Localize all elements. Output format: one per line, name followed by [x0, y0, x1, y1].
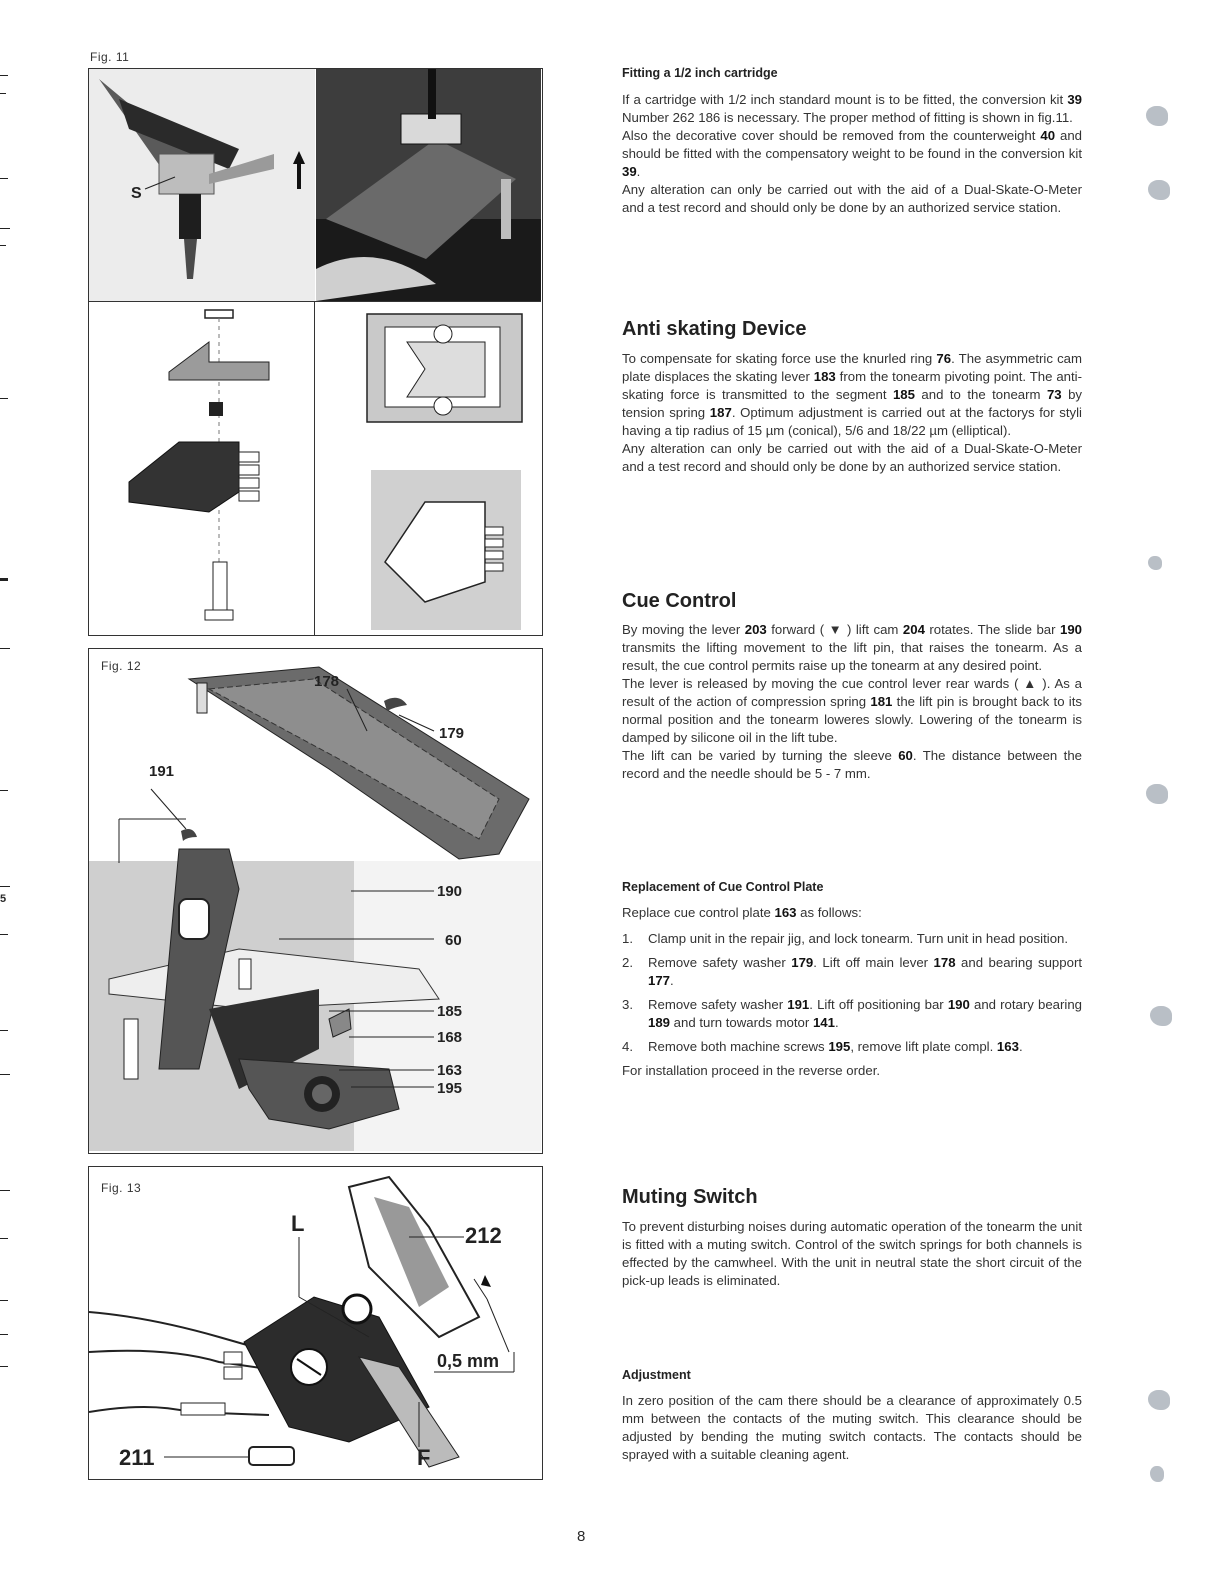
- bold-ref: 163: [996, 1039, 1019, 1054]
- fig11-photo-left: [89, 69, 315, 301]
- fig12-callout-168: 168: [437, 1029, 463, 1046]
- list-item: 1. Clamp unit in the repair jig, and lock tonearm. Turn unit in head position.: [622, 931, 1069, 946]
- fig12-callout-190: 190: [437, 883, 463, 900]
- fig11-exploded-illustration: [89, 302, 315, 636]
- bold-ref: 190: [1060, 622, 1083, 637]
- bold-ref: 191: [787, 997, 810, 1012]
- fig13-panel: [88, 1166, 543, 1480]
- binder-hole-mark: [1148, 556, 1162, 570]
- list-item: 4. Remove both machine screws 195, remove lift plate compl. 163.: [622, 1039, 1023, 1054]
- fig11-panel: [88, 68, 543, 636]
- bold-ref: 187: [709, 405, 732, 420]
- fig12-callout-60: 60: [445, 932, 462, 949]
- bold-ref: 39: [1067, 92, 1082, 107]
- binder-hole-mark: [1146, 106, 1168, 126]
- section-title: Cue Control: [622, 590, 737, 612]
- step-number: 3.: [622, 997, 633, 1012]
- bold-ref: 40: [1040, 128, 1056, 143]
- binder-hole-mark: [1148, 1390, 1170, 1410]
- section-body: To compensate for skating force use the knurled ring 76. The asymmetric cam plate displaces the skating lever 183 from the tonearm pivoting point. The anti-skating force is transmitted to the segment 185 and to the tonearm 73 by tension spring 187. Optimum adjustment is carried out at the factorys for styli having a tip radius of 15 µm (conical), 5/6 and 18/22 µm (elliptical). Any alteration can only be carried out with the aid of a Dual-Skate-O-Meter and a test record and should only be done by an authorized service station.: [622, 351, 1083, 474]
- list-item: 2. Remove safety washer 179. Lift off main lever 178 and bearing support 177.: [622, 955, 1082, 988]
- step-number: 1.: [622, 931, 633, 946]
- fig12-callout-185: 185: [437, 1003, 463, 1020]
- section-outro: For installation proceed in the reverse order.: [622, 1063, 881, 1078]
- section-cue-control: [622, 590, 1082, 783]
- section-muting-switch: [622, 1186, 1082, 1290]
- fig11-headshell-diagram: [315, 301, 541, 635]
- section-title: Adjustment: [622, 1368, 691, 1382]
- fig13-callout-l: L: [291, 1211, 305, 1236]
- section-title: Muting Switch: [622, 1186, 758, 1208]
- fig12-panel: [88, 648, 543, 1154]
- fig11-photo-right-illustration: [316, 69, 541, 301]
- bold-ref: 203: [744, 622, 767, 637]
- section-fitting-cartridge: [622, 66, 1082, 217]
- section-body: In zero position of the cam there should be a clearance of approximately 0.5 mm between the contacts of the muting switch. This clearance should be adjusted by bending the muting switch contacts. The contacts should be sprayed with a suitable cleaning agent.: [622, 1393, 1082, 1462]
- fig11-exploded-diagram: [89, 301, 315, 635]
- fig12-callout-195: 195: [437, 1080, 463, 1097]
- bold-ref: 190: [947, 997, 970, 1012]
- fig13-illustration: [89, 1167, 541, 1478]
- bold-ref: 39: [622, 164, 637, 179]
- bold-ref: 181: [870, 694, 893, 709]
- bold-ref: 73: [1046, 387, 1062, 402]
- bold-ref: 141: [812, 1015, 835, 1030]
- bold-ref: 189: [648, 1015, 671, 1030]
- fig11-headshell-illustration: [315, 302, 541, 636]
- section-body: To prevent disturbing noises during automatic operation of the tonearm the unit is fitted with a muting switch. Control of the switch springs for both channels is effected by the camwheel. With the unit in neutral state the short circuit of the pick-up leads is eliminated.: [622, 1219, 1082, 1288]
- section-title: Anti skating Device: [622, 318, 807, 340]
- section-title: Replacement of Cue Control Plate: [622, 880, 824, 894]
- step-number: 4.: [622, 1039, 633, 1054]
- bold-ref: 178: [933, 955, 956, 970]
- fig12-callout-191: 191: [149, 763, 175, 780]
- fig11-label: Fig. 11: [90, 50, 130, 64]
- section-body: By moving the lever 203 forward ( ▼ ) lift cam 204 rotates. The slide bar 190 transmits the lifting movement to the lift pin, that raises the tonearm. As a result, the cue control permits raise up the tonearm at any desired point. The lever is released by moving the cue control lever rear wards ( ▲ ). As a result of the action of compression spring 181 the lift pin is brought back to its normal position and the tonearm loweres slowly. Lowering of the tonearm is damped by silicone oil in the lift tube. The lift can be varied by turning the sleeve 60. The distance between the record and the needle should be 5 - 7 mm.: [622, 622, 1083, 781]
- binder-hole-mark: [1150, 1466, 1164, 1482]
- list-item: 3. Remove safety washer 191. Lift off positioning bar 190 and rotary bearing 189 and turn towards motor 141.: [622, 997, 1082, 1030]
- bold-ref: 183: [813, 369, 836, 384]
- fig12-callout-179: 179: [439, 725, 465, 742]
- margin-mark: 5: [0, 893, 7, 905]
- fig11-photo-left-illustration: [89, 69, 315, 301]
- bold-ref: 60: [898, 748, 913, 763]
- fig12-label: Fig. 12: [101, 659, 142, 673]
- bold-ref: 163: [774, 905, 797, 920]
- fig13-callout-clearance: 0,5 mm: [437, 1351, 500, 1371]
- fig11-callout-s: S: [131, 185, 142, 202]
- section-body: If a cartridge with 1/2 inch standard mount is to be fitted, the conversion kit 39 Number 262 186 is necessary. The proper method of fitting is shown in fig.11. Also the decorative cover should be removed from the counterweight 40 and should be fitted with the compensatory weight to be found in the conversion kit 39. Any alteration can only be carried out with the aid of a Dual-Skate-O-Meter and a test record and should only be done by an authorized service station.: [622, 92, 1082, 215]
- binder-hole-mark: [1148, 180, 1170, 200]
- fig12-illustration: [89, 649, 541, 1152]
- fig13-label: Fig. 13: [101, 1181, 142, 1195]
- step-number: 2.: [622, 955, 633, 970]
- fig13-callout-f: F: [417, 1445, 431, 1470]
- section-title: Fitting a 1/2 inch cartridge: [622, 66, 778, 80]
- section-anti-skating: [622, 318, 1082, 476]
- fig11-photo-right: [316, 69, 541, 301]
- binder-hole-mark: [1146, 784, 1168, 804]
- bold-ref: 177: [648, 973, 671, 988]
- replacement-steps: [622, 930, 1082, 1056]
- fig13-callout-212: 212: [465, 1223, 502, 1248]
- bold-ref: 204: [902, 622, 925, 637]
- bold-ref: 195: [828, 1039, 851, 1054]
- fig12-callout-163: 163: [437, 1062, 463, 1079]
- section-replacement-plate: [622, 880, 1082, 1080]
- binder-hole-mark: [1150, 1006, 1172, 1026]
- fig13-callout-211: 211: [119, 1445, 155, 1470]
- page-number: 8: [577, 1528, 586, 1545]
- bold-ref: 179: [791, 955, 814, 970]
- bold-ref: 76: [936, 351, 952, 366]
- fig12-callout-178: 178: [314, 673, 340, 690]
- section-intro: Replace cue control plate 163 as follows:: [622, 905, 862, 920]
- section-adjustment: [622, 1368, 1082, 1464]
- bold-ref: 185: [892, 387, 915, 402]
